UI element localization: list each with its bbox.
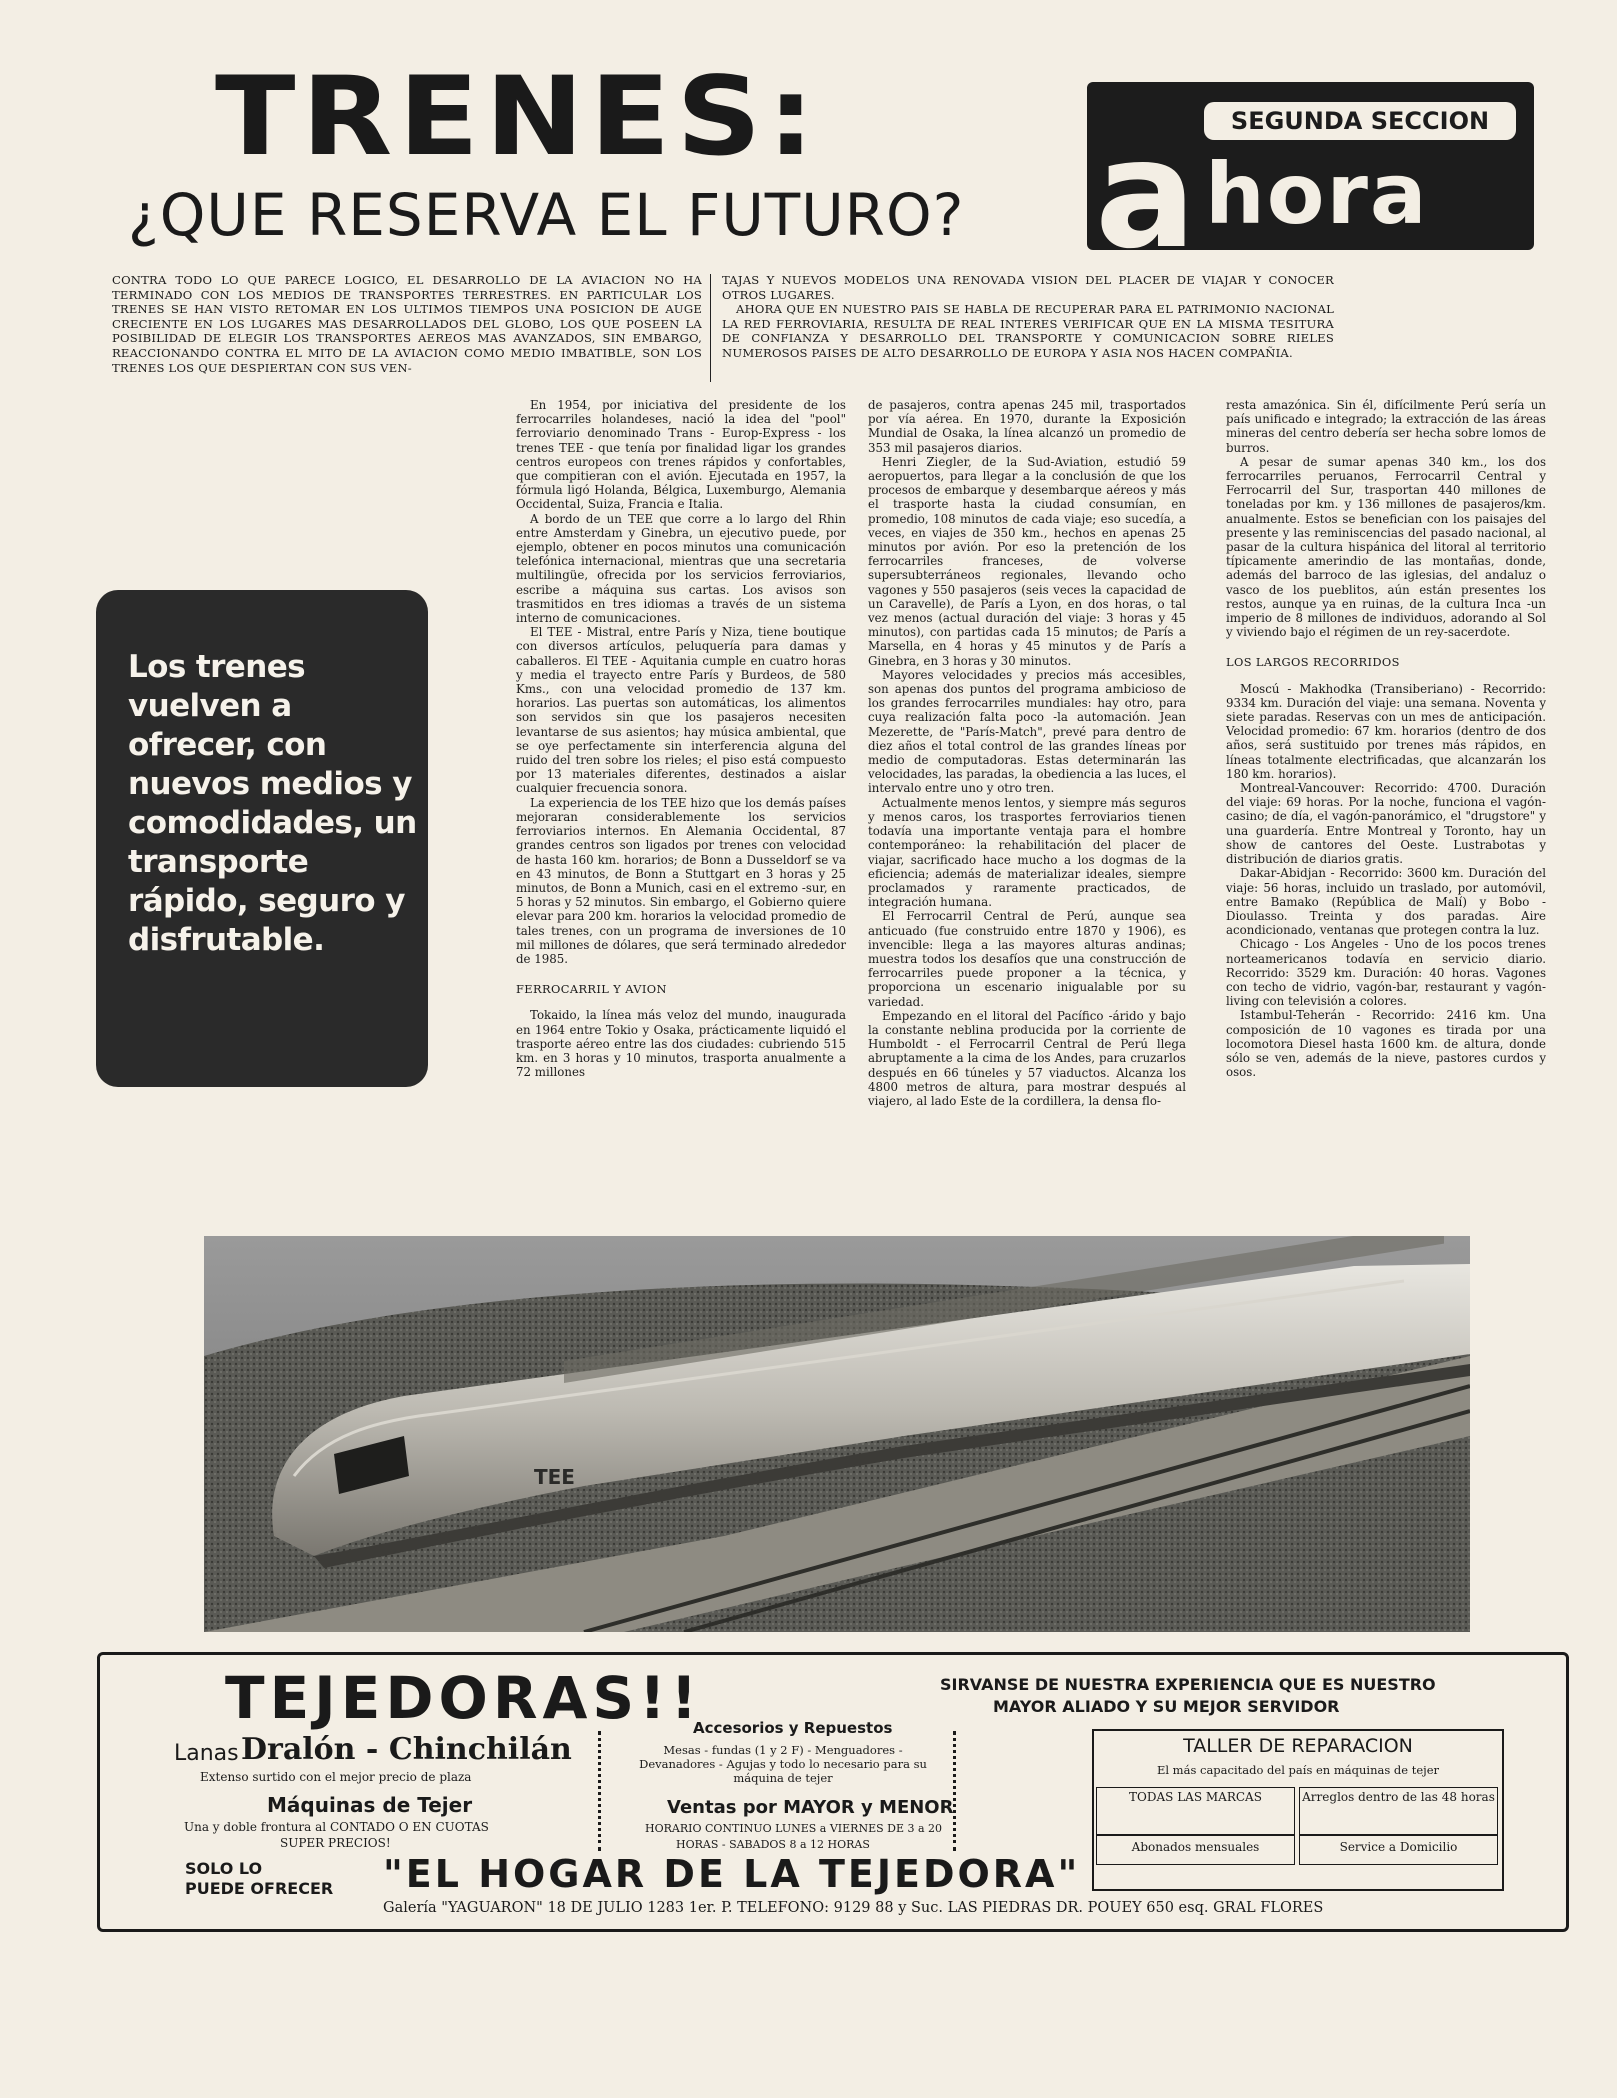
train-logo: TEE (534, 1465, 575, 1489)
tejedoras-advertisement (97, 1652, 1569, 1932)
paragraph: Chicago - Los Angeles - Uno de los pocos trenes norteamericanos todavía en servicio diario. Recorrido: 3529 km. Duración: 40 horas. Vagones con techo de vidrio, vagón-bar, restaurant y vagón-living con televisión a colores. (1226, 937, 1546, 1009)
section-subhead: FERROCARRIL Y AVION (516, 982, 667, 997)
promo-box (96, 590, 428, 1087)
paragraph: Moscú - Makhodka (Transiberiano) - Recorrido: 9334 km. Duración del viaje: una semana. Noventa y siete paradas. Reservas con un mes de anticipación. Velocidad promedio: 67 km. horarios (dentro de dos años, será sustituido por trenes más rápidos, en líneas totalmente electrificadas, que alcanzarán los 180 km. horarios). (1226, 681, 1546, 781)
paragraph: El Ferrocarril Central de Perú, aunque sea anticuado (fue construido entre 1870 y 1906), es invencible: llega a las mayores alturas andinas; muestra todos los desafíos que una construcción de ferrocarriles puede proponer a la técnica, y proporciona un escenario inigualable por su variedad. (868, 909, 1186, 1009)
article-column-1 (516, 398, 846, 1079)
ad-accesorios-text: Mesas - fundas (1 y 2 F) - Menguadores - Devanadores - Agujas y todo lo necesario para su máquina de tejer (639, 1743, 927, 1785)
ad-horario-1: HORARIO CONTINUO LUNES a VIERNES DE 3 a 20 (645, 1822, 943, 1835)
intro-right-p1: TAJAS Y NUEVOS MODELOS UNA RENOVADA VISION DEL PLACER DE VIAJAR Y CONOCER OTROS LUGARES. (722, 273, 1334, 302)
ad-solo-1: SOLO LO (185, 1859, 263, 1878)
train-photo-illustration (204, 1236, 1470, 1632)
dotted-divider-right (953, 1731, 959, 1851)
paragraph: El TEE - Mistral, entre París y Niza, tiene boutique con diversos artículos, peluquería para damas y caballeros. El TEE - Aquitania cumple en cuatro horas y media el trayecto entre París y Burdeos, de 580 Kms., con una velocidad promedio de 137 km. horarios. Las puertas son automáticas, los alimentos son servidos sin que los pasajeros necesiten levantarse de sus asientos; hay música ambiental, que se oye perfectamente sin interferencia alguna del ruido del tren sobre los rieles; el piso está compuesto por 13 materiales diferentes, destinados a aislar cualquier frecuencia sonora. (516, 625, 846, 796)
intro-right-p2: AHORA QUE EN NUESTRO PAIS SE HABLA DE RECUPERAR PARA EL PATRIMONIO NACIONAL LA RED FERROVIARIA, RESULTA DE REAL INTERES VERIFICAR QUE EN LA MISMA TESITURA DE CONFIANZA Y DESARROLLO DEL TRANSPORTE Y COMUNICACION SOBRE RIELES NUMEROSOS PAISES DE ALTO DESARROLLO DE EUROPA Y ASIA NOS HACEN COMPAÑIA. (722, 302, 1334, 360)
paragraph: Empezando en el litoral del Pacífico -árido y bajo la constante neblina producida por la corriente de Humboldt - el Ferrocarril Central de Perú llega abruptamente a la cima de los Andes, para cruzarlos después en 66 túneles y 57 viaductos. Alcanza los 4800 metros de altura, para mostrar después al viajero, al lado Este de la cordillera, la densa flo- (868, 1008, 1186, 1108)
intro-left: CONTRA TODO LO QUE PARECE LOGICO, EL DESARROLLO DE LA AVIACION NO HA TERMINADO CON LOS MEDIOS DE TRANSPORTES TERRESTRES. EN PARTICULAR LOS TRENES SE HAN VISTO RETOMAR EN LOS ULTIMOS TIEMPOS UNA POSICION DE AUGE CRECIENTE EN LOS LUGARES MAS DESARROLLADOS DEL GLOBO, LOS QUE POSEEN LA POSIBILIDAD DE ELEGIR LOS TRANSPORTES AEREOS MAS AVANZADOS, SIN EMBARGO, REACCIONANDO CONTRA EL MITO DE LA AVIACION COMO MEDIO IMBATIBLE, SON LOS TRENES LOS QUE DESPIERTAN CON SUS VEN- (112, 273, 702, 375)
logo-word: hora (1205, 145, 1429, 243)
intro-right (722, 273, 1334, 361)
logo-letter: a (1095, 108, 1197, 282)
subheadline: ¿QUE RESERVA EL FUTURO? (128, 181, 965, 249)
ad-ventas-title: Ventas por MAYOR y MENOR (667, 1797, 954, 1818)
ad-lanas-sub: Extenso surtido con el mejor precio de plaza (200, 1770, 472, 1784)
paragraph: Istambul-Teherán - Recorrido: 2416 km. Una composición de 10 vagones es tirada por una locomotora Diesel hasta 1600 km. de altura, donde sólo se ven, además de la nieve, pastores curdos y osos. (1226, 1008, 1546, 1080)
paragraph: La experiencia de los TEE hizo que los demás países mejoraran considerablemente los servicios ferroviarios internos. En Alemania Occidental, 87 grandes centros son ligados por trenes con velocidad de hasta 160 km. horarios; de Bonn a Dusseldorf se va en 43 minutos, de Bonn a Stuttgart en 3 horas y 25 minutos, de Bonn a Munich, casi en el extremo -sur, en 5 horas y 52 minutos. Sin embargo, el Gobierno quiere elevar para 200 km. horarios la velocidad promedio de tales trenes, con un programa de inversiones de 10 mil millones de dólares, que será terminado alrededor de 1985. (516, 795, 846, 966)
ad-maquinas-sub-1: Una y doble frontura al CONTADO O EN CUOTAS (184, 1820, 489, 1834)
ad-accesorios-title: Accesorios y Repuestos (693, 1719, 893, 1737)
section-subhead: LOS LARGOS RECORRIDOS (1226, 655, 1400, 670)
taller-title: TALLER DE REPARACION (1183, 1735, 1413, 1757)
paragraph: Montreal-Vancouver: Recorrido: 4700. Duración del viaje: 69 horas. Por la noche, funciona el vagón-casino; de día, el vagón-panorámico, el "drugstore" y una guardería. Entre Montreal y Toronto, hay un show de cantores del Oeste. Lustrabotas y distribución de diarios gratis. (1226, 781, 1546, 867)
paragraph: de pasajeros, contra apenas 245 mil, trasportados por vía aérea. En 1970, durante la Exposición Mundial de Osaka, la línea alcanzó un promedio de 353 mil pasajeros diarios. (868, 398, 1186, 455)
paragraph: Dakar-Abidjan - Recorrido: 3600 km. Duración del viaje: 56 horas, incluido un traslado, por automóvil, entre Bamako (República de Malí) y Bobo - Dioulasso. Treinta y dos paradas. Aire acondicionado, ventanas que protegen contra la luz. (1226, 866, 1546, 938)
ad-maquinas-title: Máquinas de Tejer (267, 1793, 473, 1817)
ad-solo-2: PUEDE OFRECER (185, 1879, 334, 1898)
paragraph: En 1954, por iniciativa del presidente de los ferrocarriles holandeses, nació la idea del "pool" ferroviario denominado Trans - Europ-Express - los trenes TEE - que tenía por finalidad ligar los grandes centros europeos con trenes rápidos y confortables, que compitieran con el avión. Ejecutada en 1957, la fórmula ligó Holanda, Bélgica, Luxemburgo, Alemania Occidental, Suiza, Francia e Italia. (516, 398, 846, 512)
ad-slogan-1: SIRVANSE DE NUESTRA EXPERIENCIA QUE ES NUESTRO (940, 1675, 1436, 1694)
dotted-divider-left (598, 1731, 604, 1851)
paragraph: A pesar de sumar apenas 340 km., los dos ferrocarriles peruanos, Ferrocarril Central y Ferrocarril del Sur, trasportan 440 millones de toneladas por km. y 136 millones de pasajeros/km. anualmente. Estos se benefician con los paisajes del presente y las reminiscencias del pasado nacional, al pasar de la cultura hispánica del litoral al territorio típicamente amerindio de las montañas, donde, además del barroco de las iglesias, del andaluz o vasco de los pueblitos, aún están presentes los restos, aunque ya en ruinas, de la cultura Inca -un imperio de 8 millones de individuos, adorando al Sol y viviendo bajo el régimen de un rey-sacerdote. (1226, 454, 1546, 640)
promo-text: Los trenes vuelven a ofrecer, con nuevos medios y comodidades, un transporte rápido, seguro y disfrutable. (128, 649, 417, 958)
train-photo (204, 1236, 1470, 1632)
article-column-2 (868, 398, 1186, 1108)
taller-cell-abonados: Abonados mensuales (1096, 1835, 1295, 1865)
ad-address: Galería "YAGUARON" 18 DE JULIO 1283 1er. P. TELEFONO: 9129 88 y Suc. LAS PIEDRAS DR. POUEY 650 esq. GRAL FLORES (383, 1900, 1324, 1916)
taller-cell-service: Service a Domicilio (1299, 1835, 1498, 1865)
ad-lanas-prefix: Lanas (174, 1741, 239, 1766)
ad-horario-2: HORAS - SABADOS 8 a 12 HORAS (676, 1838, 870, 1851)
taller-cell-marcas: TODAS LAS MARCAS (1096, 1787, 1295, 1835)
ad-lanas-brand: Dralón - Chinchilán (241, 1732, 572, 1767)
taller-sub: El más capacitado del país en máquinas de tejer (1156, 1763, 1440, 1777)
ad-store-name: "EL HOGAR DE LA TEJEDORA" (383, 1852, 1081, 1896)
ad-maquinas-sub-2: SUPER PRECIOS! (280, 1836, 391, 1850)
paragraph: Mayores velocidades y precios más accesibles, son apenas dos puntos del programa ambicioso de los grandes ferrocarriles mundiales: hay otro, para cuya realización falta poco -la automación. Jean Mezerette, de "París-Match", prevé para dentro de diez años el total control de las grandes líneas por medio de computadoras. Estas determinarán las velocidades, las paradas, la obediencia a las luces, el intervalo entre uno y otro tren. (868, 667, 1186, 796)
ahora-logo (1087, 82, 1534, 282)
headline: TRENES: (215, 52, 821, 180)
article-column-3 (1226, 398, 1546, 1079)
paragraph: Tokaido, la línea más veloz del mundo, inaugurada en 1964 entre Tokio y Osaka, prácticamente liquidó el trasporte aéreo entre las dos ciudades: cubriendo 515 km. en 3 horas y 10 minutos, trasporta anualmente a 72 millones (516, 1008, 846, 1080)
taller-box (1092, 1729, 1504, 1891)
paragraph: resta amazónica. Sin él, difícilmente Perú sería un país unificado e integrado; la extracción de las áreas mineras del centro debería ser hecha sobre lomos de burros. (1226, 398, 1546, 455)
taller-cell-arreglos: Arreglos dentro de las 48 horas (1299, 1787, 1498, 1835)
paragraph: A bordo de un TEE que corre a lo largo del Rhin entre Amsterdam y Ginebra, un ejecutivo puede, por ejemplo, obtener en pocos minutos una comunicación telefónica internacional, mientras que una secretaria multilingüe, ofrecida por los servicios ferroviarios, escribe a máquina sus cartas. Los avisos son trasmitidos en tres idiomas a través de un sistema interno de comunicaciones. (516, 511, 846, 626)
intro-divider (710, 274, 711, 382)
ad-title: TEJEDORAS!! (225, 1664, 703, 1732)
section-badge: SEGUNDA SECCION (1204, 102, 1516, 140)
ad-slogan-2: MAYOR ALIADO Y SU MEJOR SERVIDOR (993, 1697, 1340, 1716)
paragraph: Henri Ziegler, de la Sud-Aviation, estudió 59 aeropuertos, para llegar a la conclusión de que los procesos de embarque y desembarque aéreos y más el trasporte hasta la ciudad consumían, en promedio, 108 minutos de cada viaje; eso sucedía, a veces, en viajes de 350 km., hechos en apenas 25 minutos por avión. Por eso la pretención de los ferrocarriles franceses, de volverse supersubterráneos regionales, llevando ocho vagones y 550 pasajeros (seis veces la capacidad de un Caravelle), de París a Lyon, en dos horas, o tal vez menos (actual duración del viaje: 3 horas y 45 minutos), con partidas cada 15 minutos; de París a Marsella, en 4 horas y 45 minutos y de París a Ginebra, en 3 horas y 30 minutos. (868, 454, 1186, 668)
paragraph: Actualmente menos lentos, y siempre más seguros y menos caros, los trasportes ferroviarios tienen todavía una importante ventaja para el hombre contemporáneo: la rehabilitación del placer de viajar, sacrificado hace mucho a los dogmas de la eficiencia; además de materializar ideales, siempre proclamados y raramente practicados, de integración humana. (868, 795, 1186, 910)
